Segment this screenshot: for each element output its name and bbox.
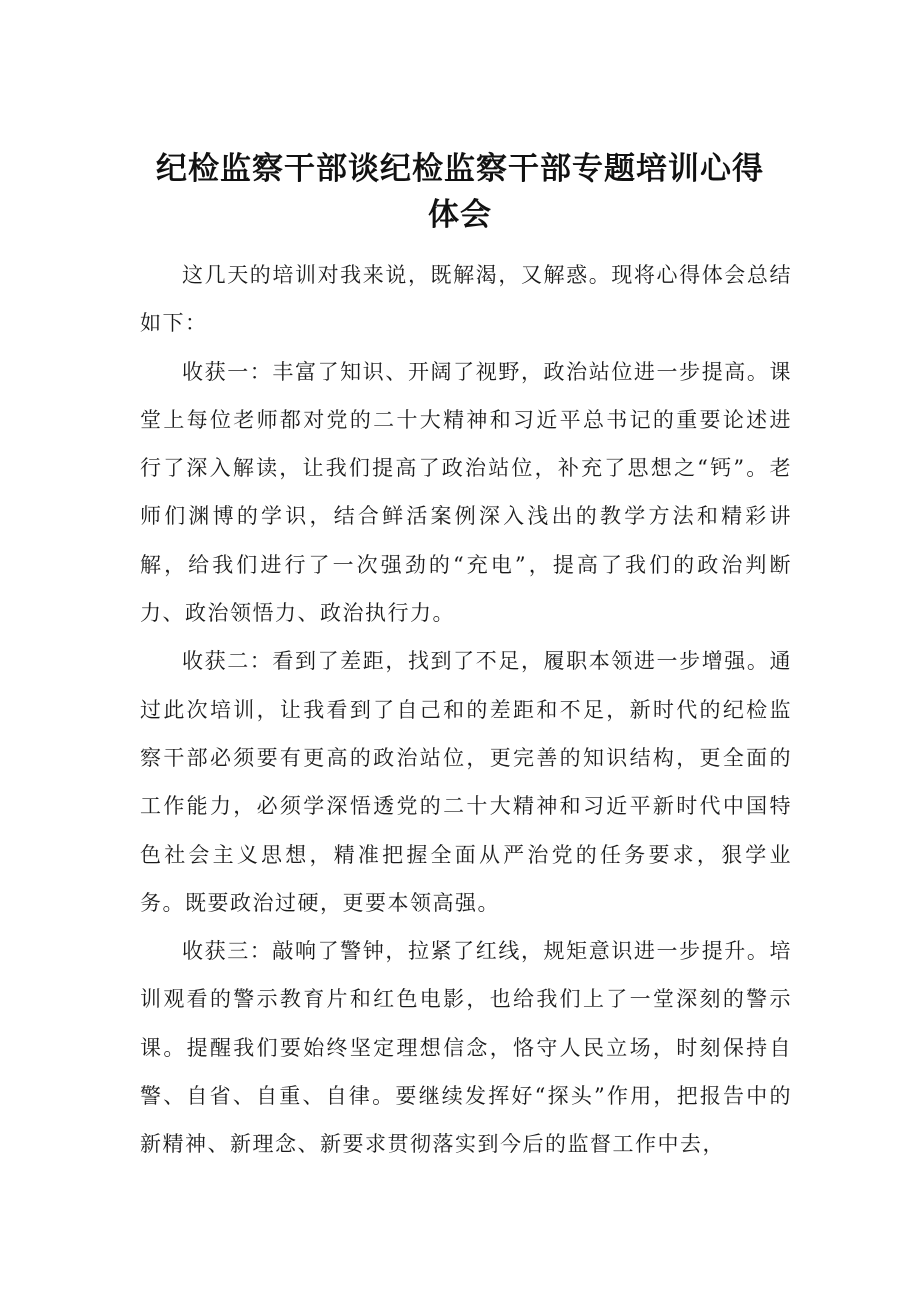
title-line-2: 体会 bbox=[428, 196, 492, 233]
paragraph-gain-one: 收获一：丰富了知识、开阔了视野，政治站位进一步提高。课堂上每位老师都对党的二十大精神和习近平总书记的重要论述进行了深入解读，让我们提高了政治站位，补充了思想之“钙”。老师们渊博的学识，结合鲜活案例深入浅出的教学方法和精彩讲解，给我们进行了一次强劲的“充电”，提高了我们的政治判断力、政治领悟力、政治执行力。 bbox=[140, 359, 792, 626]
paragraph-gain-two: 收获二：看到了差距，找到了不足，履职本领进一步增强。通过此次培训，让我看到了自己和的差距和不足，新时代的纪检监察干部必须要有更高的政治站位，更完善的知识结构，更全面的工作能力，必须学深悟透党的二十大精神和习近平新时代中国特色社会主义思想，精准把握全面从严治党的任务要求，狠学业务。既要政治过硬，更要本领高强。 bbox=[140, 649, 792, 915]
document-body bbox=[140, 251, 792, 1169]
paragraph-intro: 这几天的培训对我来说，既解渴，又解惑。现将心得体会总结如下： bbox=[140, 263, 792, 336]
title-line-1: 纪检监察干部谈纪检监察干部专题培训心得 bbox=[156, 150, 764, 187]
document-title bbox=[100, 146, 820, 238]
paragraph-gain-three: 收获三：敲响了警钟，拉紧了红线，规矩意识进一步提升。培训观看的警示教育片和红色电影，也给我们上了一堂深刻的警示课。提醒我们要始终坚定理想信念，恪守人民立场，时刻保持自警、自省、自重、自律。要继续发挥好“探头”作用，把报告中的新精神、新理念、新要求贯彻落实到今后的监督工作中去， bbox=[140, 939, 792, 1157]
